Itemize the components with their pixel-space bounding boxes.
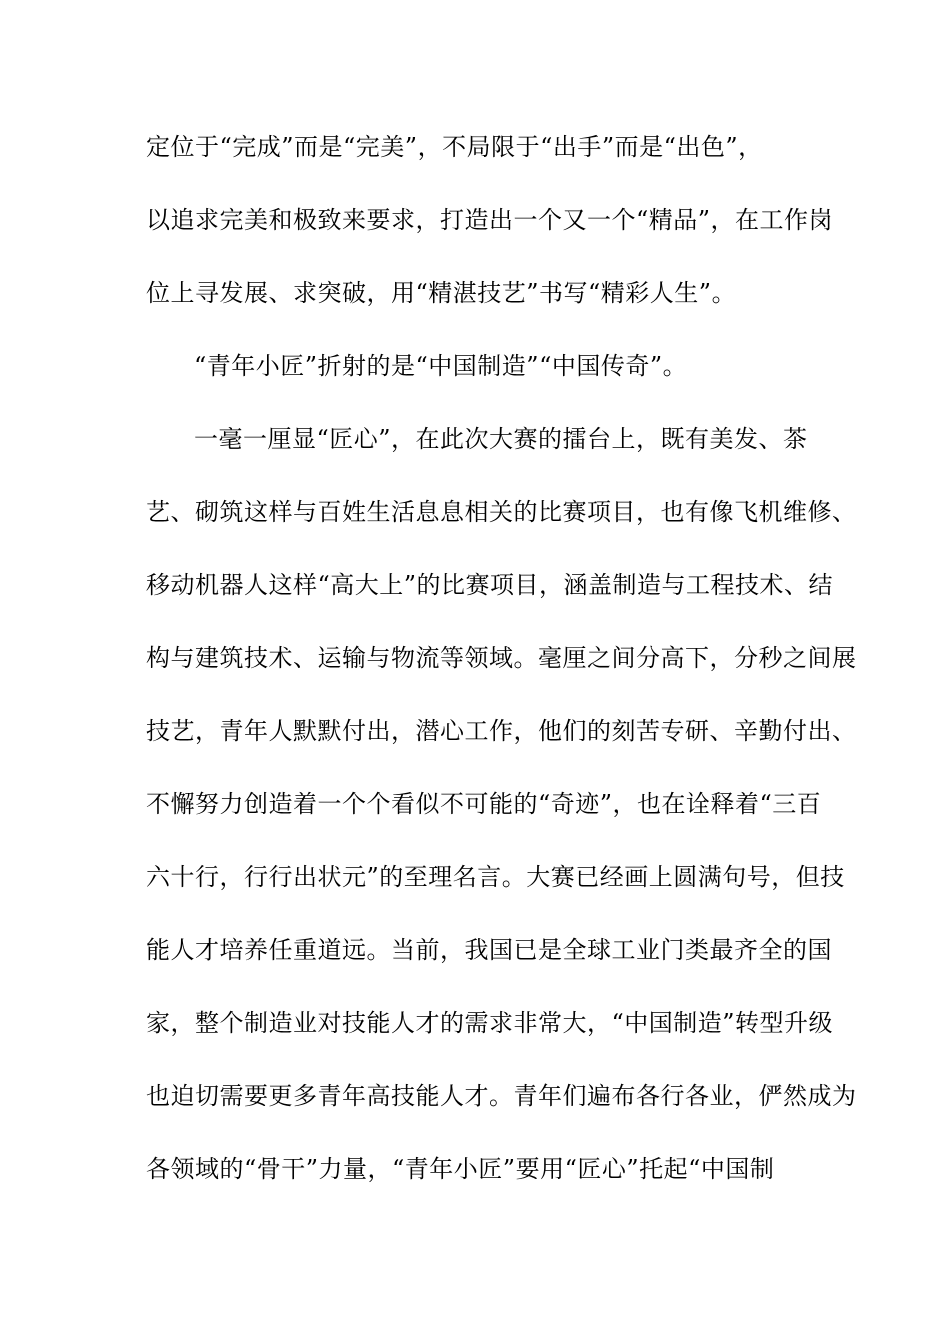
text-line: “青年小匠”折射的是“中国制造”“中国传奇”。 xyxy=(194,352,688,380)
text-line: 技艺，青年人默默付出，潜心工作，他们的刻苦专研、辛勤付出、 xyxy=(146,717,857,745)
text-line: 家，整个制造业对技能人才的需求非常大，“中国制造”转型升级 xyxy=(146,1009,834,1037)
text-line: 能人才培养任重道远。当前，我国已是全球工业门类最齐全的国 xyxy=(146,936,832,964)
text-line: 六十行，行行出状元”的至理名言。大赛已经画上圆满句号，但技 xyxy=(146,863,845,891)
text-line: 一毫一厘显“匠心”，在此次大赛的擂台上，既有美发、茶 xyxy=(194,425,808,453)
text-line: 构与建筑技术、运输与物流等领域。毫厘之间分高下，分秒之间展 xyxy=(146,644,857,672)
text-line: 艺、砌筑这样与百姓生活息息相关的比赛项目，也有像飞机维修、 xyxy=(146,498,857,526)
text-line: 各领域的“骨干”力量，“青年小匠”要用“匠心”托起“中国制 xyxy=(146,1155,775,1183)
text-line: 移动机器人这样“高大上”的比赛项目，涵盖制造与工程技术、结 xyxy=(146,571,834,599)
text-line: 以追求完美和极致来要求，打造出一个又一个“精品”，在工作岗 xyxy=(146,206,834,234)
text-line: 位上寻发展、求突破，用“精湛技艺”书写“精彩人生”。 xyxy=(146,279,737,307)
text-line: 也迫切需要更多青年高技能人才。青年们遍布各行各业，俨然成为 xyxy=(146,1082,857,1110)
text-line: 不懈努力创造着一个个看似不可能的“奇迹”，也在诠释着“三百 xyxy=(146,790,822,818)
text-line: 定位于“完成”而是“完美”，不局限于“出手”而是“出色”， xyxy=(146,133,763,161)
